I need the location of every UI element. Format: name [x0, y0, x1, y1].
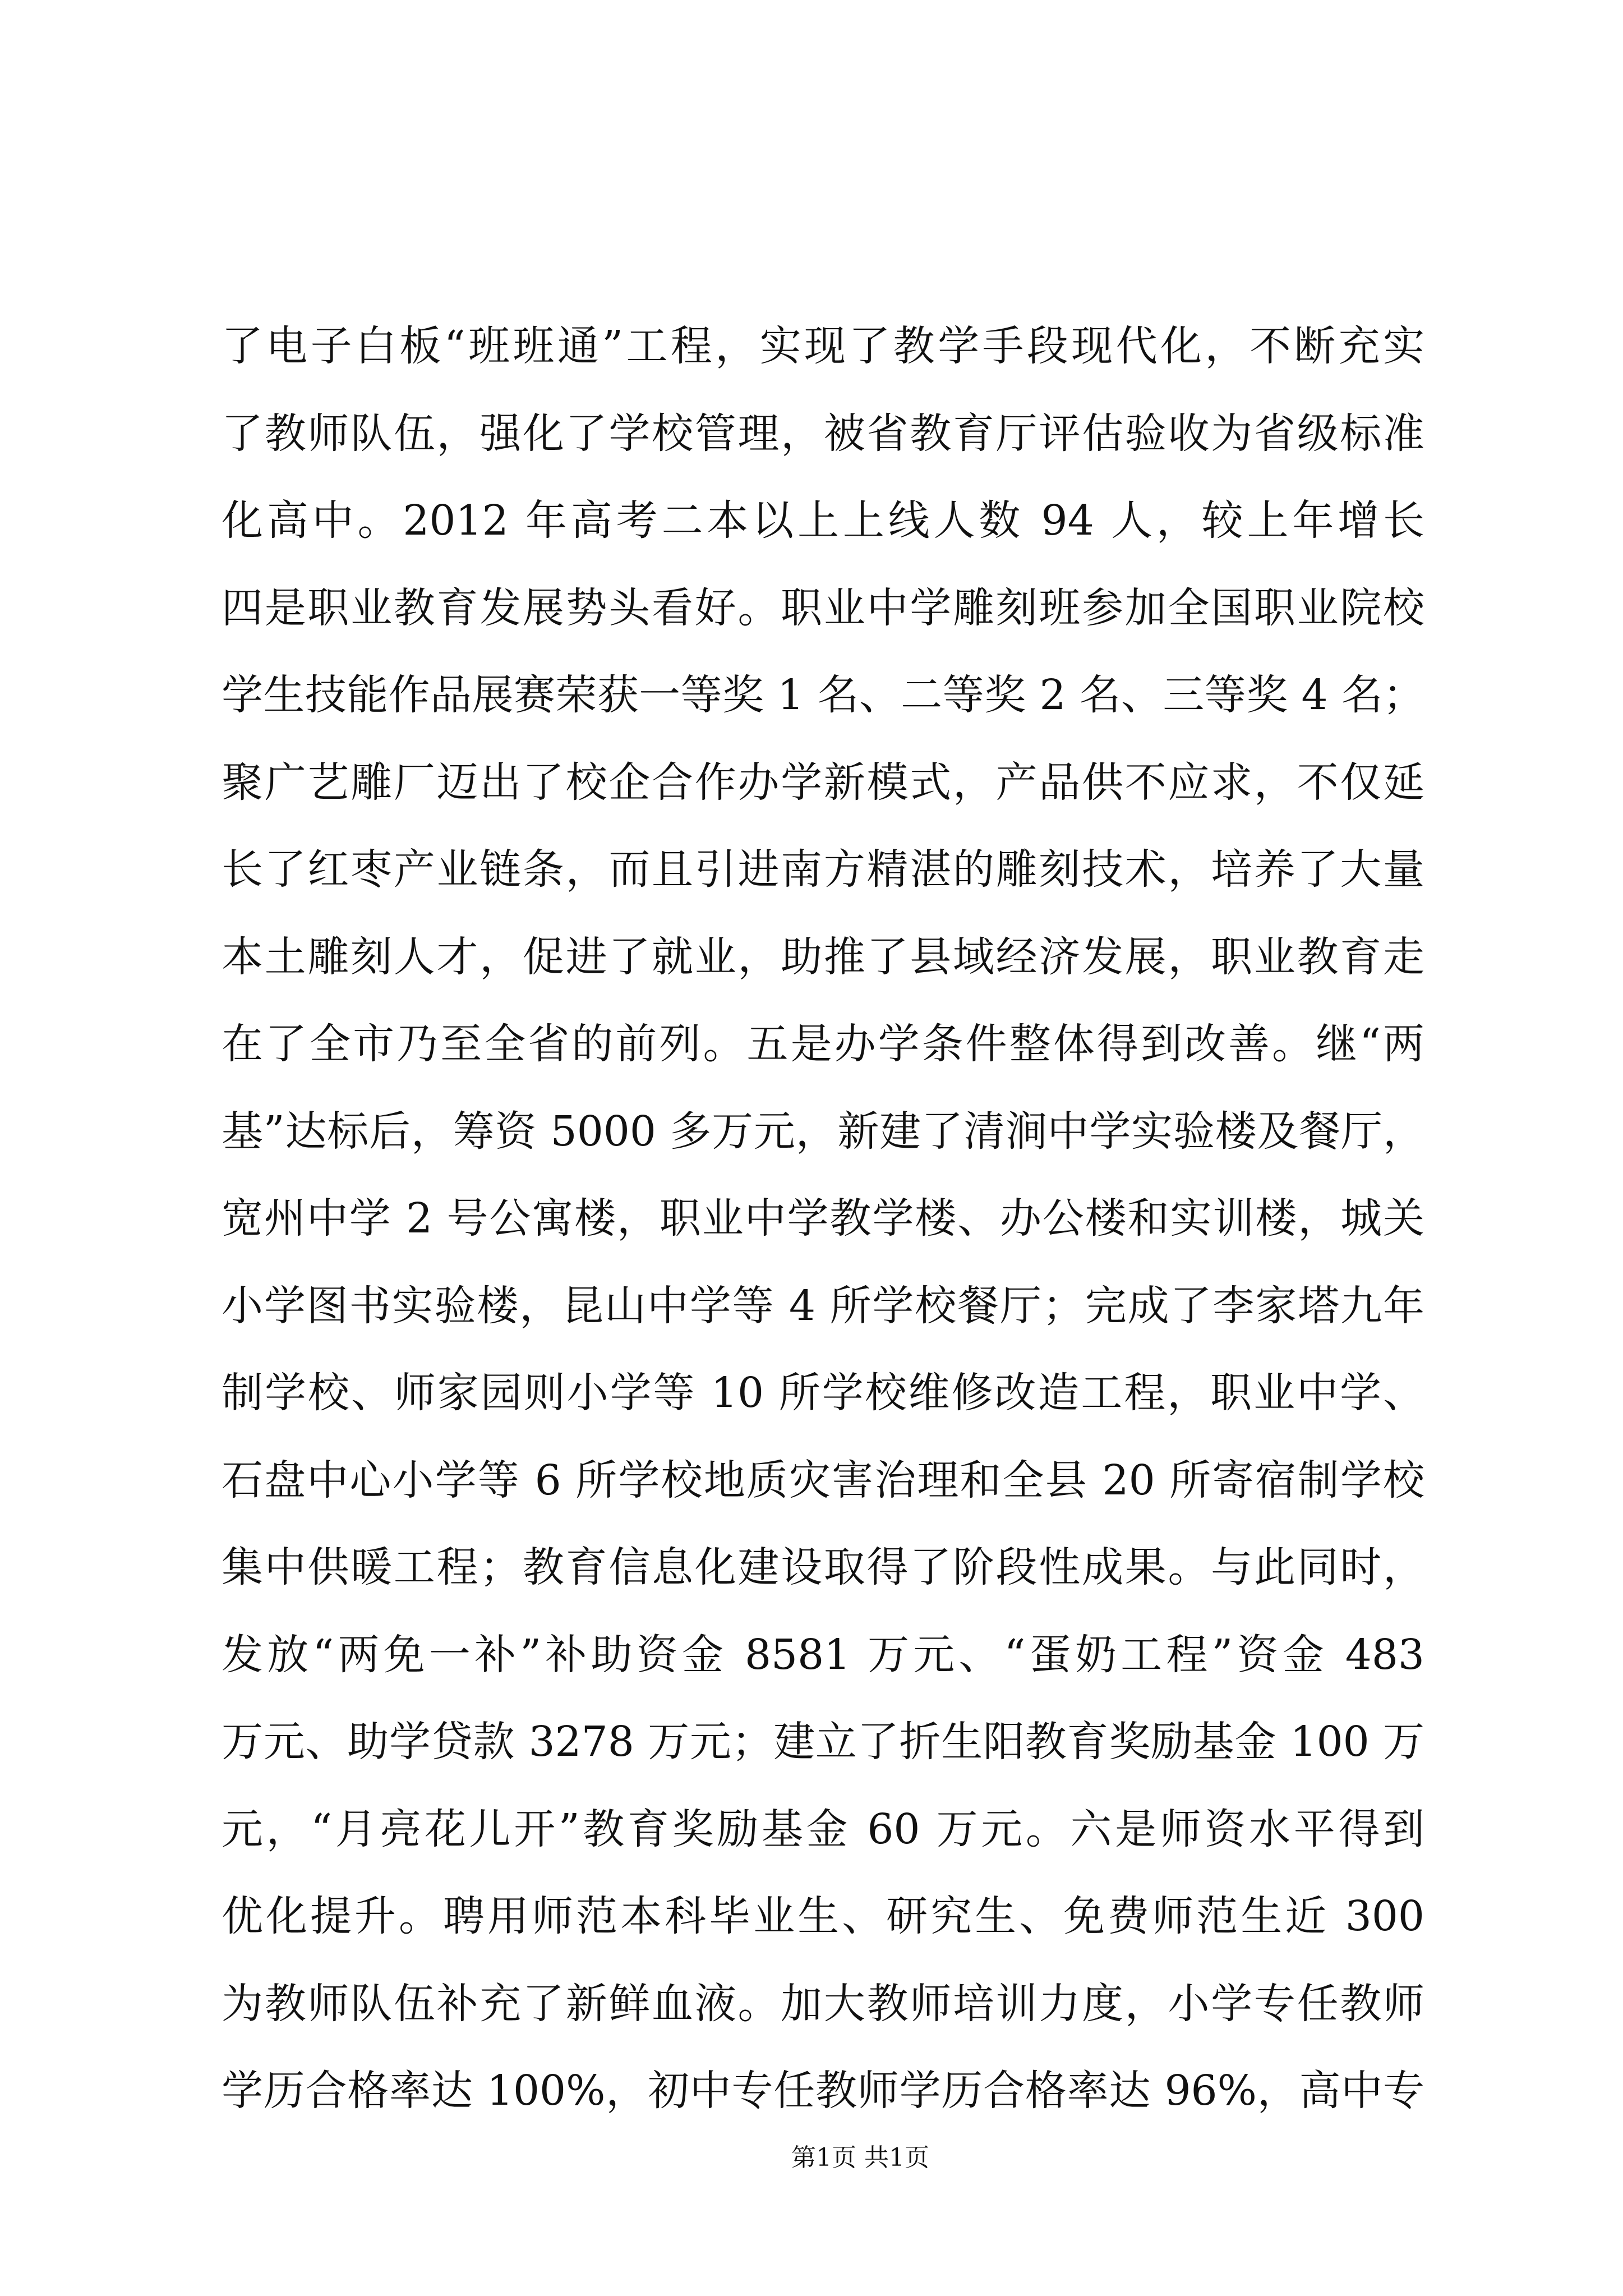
body-text-line: 石盘中心小学等 6 所学校地质灾害治理和全县 20 所寄宿制学校	[222, 1456, 1424, 1504]
body-text-line: 小学图书实验楼，昆山中学等 4 所学校餐厅；完成了李家塔九年	[222, 1281, 1424, 1330]
body-text	[222, 303, 1424, 2135]
body-text-line: 宽州中学 2 号公寓楼，职业中学教学楼、办公楼和实训楼，城关	[222, 1194, 1424, 1243]
body-text-line: 为教师队伍补充了新鲜血液。加大教师培训力度，小学专任教师	[222, 1979, 1424, 2028]
body-text-line: 学历合格率达 100%，初中专任教师学历合格率达 96%，高中专	[222, 2067, 1424, 2115]
body-text-line: 基”达标后，筹资 5000 多万元，新建了清涧中学实验楼及餐厅，	[222, 1107, 1424, 1156]
page-number-footer: 第1页 共1页	[791, 2143, 929, 2172]
body-text-line: 了教师队伍，强化了学校管理，被省教育厅评估验收为省级标准	[222, 409, 1424, 458]
body-text-line: 元，“月亮花儿开”教育奖励基金 60 万元。六是师资水平得到	[222, 1805, 1424, 1853]
body-text-line: 优化提升。聘用师范本科毕业生、研究生、免费师范生近 300	[222, 1892, 1424, 1940]
body-text-line: 长了红枣产业链条，而且引进南方精湛的雕刻技术，培养了大量	[222, 845, 1424, 894]
body-text-line: 学生技能作品展赛荣获一等奖 1 名、二等奖 2 名、三等奖 4 名；	[222, 671, 1424, 719]
body-text-line: 本土雕刻人才，促进了就业，助推了县域经济发展，职业教育走	[222, 932, 1424, 981]
body-text-line: 四是职业教育发展势头看好。职业中学雕刻班参加全国职业院校	[222, 583, 1424, 632]
body-text-line: 集中供暖工程；教育信息化建设取得了阶段性成果。与此同时，	[222, 1543, 1424, 1591]
body-text-line: 聚广艺雕厂迈出了校企合作办学新模式，产品供不应求，不仅延	[222, 758, 1424, 807]
body-text-line: 了电子白板“班班通”工程，实现了教学手段现代化，不断充实	[222, 322, 1424, 370]
body-text-line: 发放“两免一补”补助资金 8581 万元、“蛋奶工程”资金 483	[222, 1630, 1424, 1679]
body-text-line: 万元、助学贷款 3278 万元；建立了折生阳教育奖励基金 100 万	[222, 1718, 1424, 1766]
body-text-line: 制学校、师家园则小学等 10 所学校维修改造工程，职业中学、	[222, 1369, 1424, 1417]
body-text-line: 在了全市乃至全省的前列。五是办学条件整体得到改善。继“两	[222, 1020, 1424, 1068]
body-text-line: 化高中。2012 年高考二本以上上线人数 94 人，较上年增长	[222, 496, 1424, 545]
